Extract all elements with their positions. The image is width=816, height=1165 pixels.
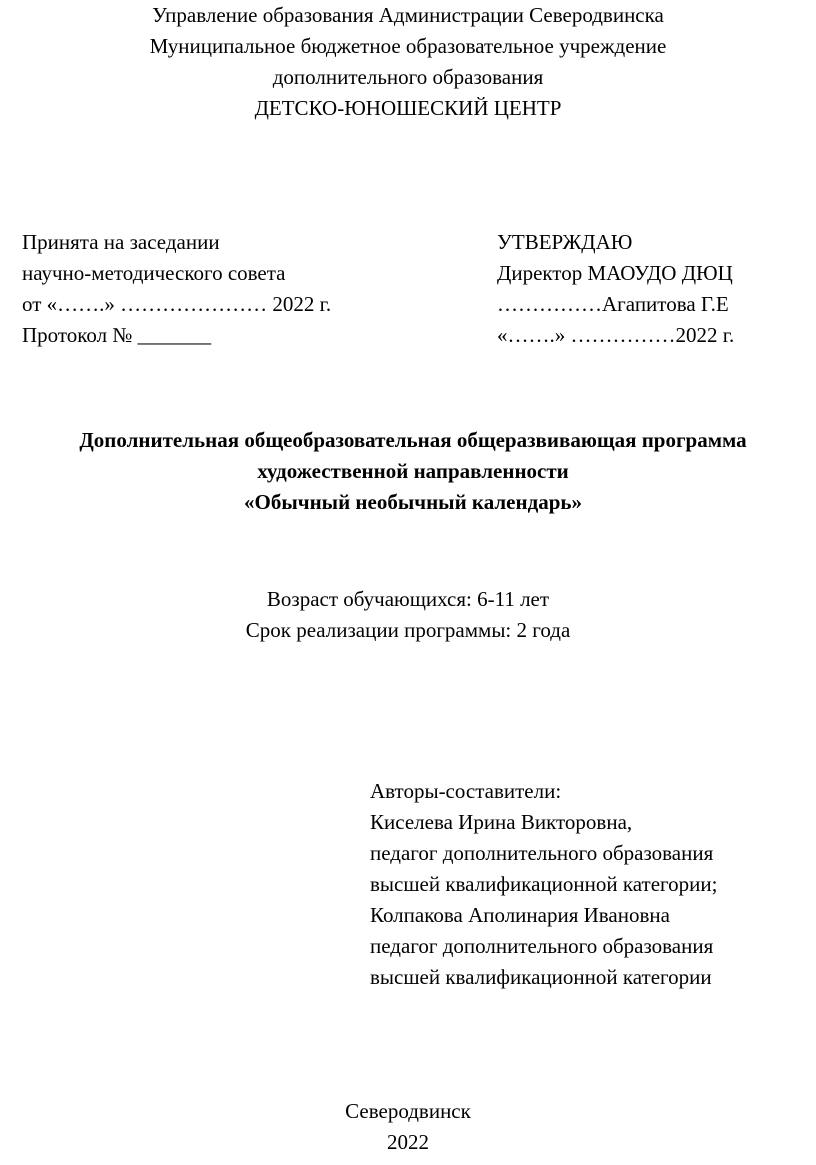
author-2-role: педагог дополнительного образования — [370, 934, 714, 958]
document-footer — [0, 1096, 816, 1158]
program-title-line-2: художественной направленности — [257, 459, 569, 483]
program-meta — [0, 584, 816, 646]
document-header — [0, 0, 816, 124]
footer-year: 2022 — [387, 1130, 429, 1154]
header-institution-type: дополнительного образования — [272, 65, 544, 89]
program-title — [0, 425, 816, 518]
director-position: Директор МАОУДО ДЮЦ — [497, 261, 733, 285]
council-protocol: Протокол № _______ — [22, 323, 212, 347]
author-1-name: Киселева Ирина Викторовна, — [370, 810, 633, 834]
student-age: Возраст обучающихся: 6-11 лет — [266, 587, 550, 611]
approve-label: УТВЕРЖДАЮ — [497, 230, 633, 254]
author-2-name: Колпакова Аполинария Ивановна — [370, 903, 670, 927]
author-2-category: высшей квалификационной категории — [370, 965, 712, 989]
authors-heading: Авторы-составители: — [370, 779, 562, 803]
program-duration: Срок реализации программы: 2 года — [245, 618, 571, 642]
program-title-line-1: Дополнительная общеобразовательная общеразвивающая программа — [79, 428, 747, 452]
director-date: «…….» ……………2022 г. — [497, 323, 735, 347]
council-approval-block — [22, 227, 331, 351]
council-name: научно-методического совета — [22, 261, 286, 285]
program-title-line-3: «Обычный необычный календарь» — [244, 490, 582, 514]
header-center-name: ДЕТСКО-ЮНОШЕСКИЙ ЦЕНТР — [254, 96, 562, 120]
director-signature: ……………Агапитова Г.Е — [497, 292, 729, 316]
header-institution: Муниципальное бюджетное образовательное учреждение — [149, 34, 667, 58]
director-approval-block — [497, 227, 734, 351]
footer-city: Северодвинск — [345, 1099, 471, 1123]
header-department: Управление образования Администрации Северодвинска — [152, 3, 664, 27]
council-date: от «…….» ………………… 2022 г. — [22, 292, 332, 316]
authors-block — [370, 776, 717, 993]
author-1-role: педагог дополнительного образования — [370, 841, 714, 865]
council-adopted-label: Принята на заседании — [22, 230, 220, 254]
author-1-category: высшей квалификационной категории; — [370, 872, 718, 896]
